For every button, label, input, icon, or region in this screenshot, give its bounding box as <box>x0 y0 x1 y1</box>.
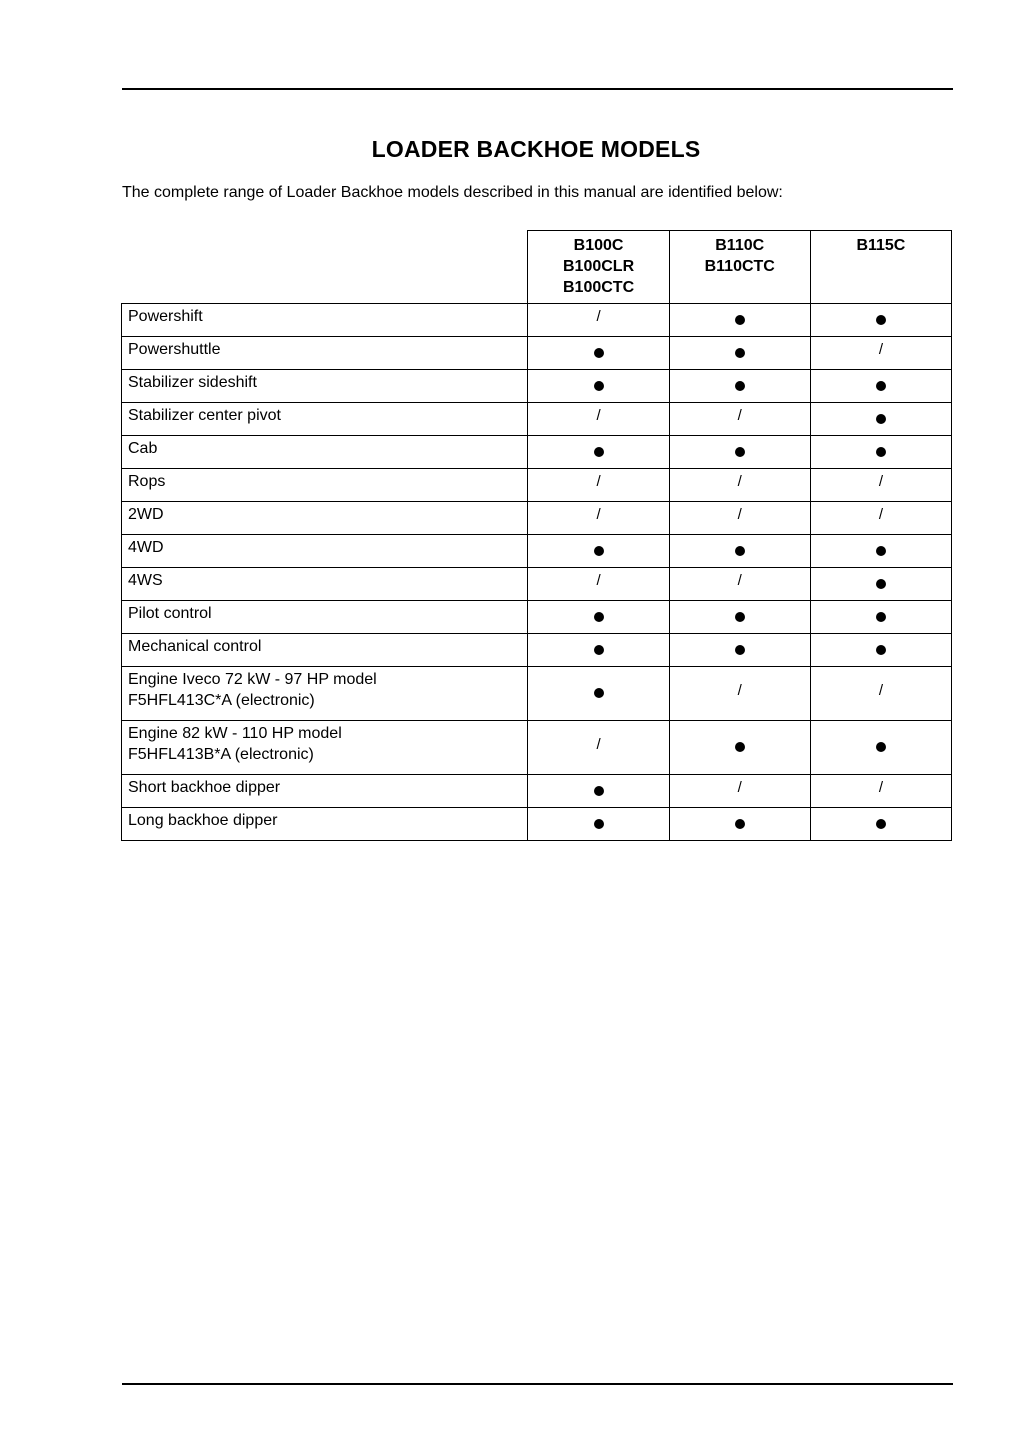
not-available-mark: / <box>596 473 601 490</box>
feature-cell <box>122 721 528 775</box>
availability-cell <box>528 634 669 667</box>
feature-label: Pilot control <box>128 605 212 622</box>
bullet-dot-icon <box>735 645 745 655</box>
availability-cell <box>810 337 951 370</box>
availability-cell <box>669 721 810 775</box>
bullet-dot-icon <box>735 447 745 457</box>
bullet-dot-icon <box>876 579 886 589</box>
feature-cell <box>122 808 528 841</box>
bullet-dot-icon <box>594 546 604 556</box>
footer-rule <box>122 1383 953 1385</box>
availability-cell <box>810 721 951 775</box>
feature-label: 2WD <box>128 506 164 523</box>
bullet-dot-icon <box>735 348 745 358</box>
availability-cell <box>669 370 810 403</box>
bullet-dot-icon <box>735 819 745 829</box>
availability-cell <box>810 601 951 634</box>
not-available-mark: / <box>596 572 601 589</box>
bullet-dot-icon <box>594 447 604 457</box>
bullet-dot-icon <box>876 645 886 655</box>
feature-cell <box>122 667 528 721</box>
table-row <box>122 721 952 775</box>
model-name: B110CTC <box>704 258 775 275</box>
availability-cell <box>810 535 951 568</box>
availability-cell <box>669 403 810 436</box>
not-available-mark: / <box>737 407 742 424</box>
feature-label: Long backhoe dipper <box>128 812 278 829</box>
feature-cell <box>122 469 528 502</box>
feature-label: Mechanical control <box>128 638 262 655</box>
not-available-mark: / <box>596 735 601 753</box>
not-available-mark: / <box>878 473 883 490</box>
table-row <box>122 304 952 337</box>
feature-label: Powershuttle <box>128 341 221 358</box>
not-available-mark: / <box>737 779 742 796</box>
feature-cell <box>122 502 528 535</box>
availability-cell <box>528 775 669 808</box>
availability-cell <box>528 403 669 436</box>
feature-cell <box>122 634 528 667</box>
model-header <box>528 231 669 304</box>
bullet-dot-icon <box>876 612 886 622</box>
bullet-dot-icon <box>876 742 886 752</box>
availability-cell <box>669 502 810 535</box>
availability-cell <box>528 370 669 403</box>
table-row <box>122 469 952 502</box>
not-available-mark: / <box>596 506 601 523</box>
feature-cell <box>122 775 528 808</box>
availability-cell <box>810 775 951 808</box>
availability-cell <box>528 568 669 601</box>
not-available-mark: / <box>878 779 883 796</box>
availability-cell <box>669 568 810 601</box>
feature-label: Stabilizer sideshift <box>128 374 257 391</box>
feature-label: F5HFL413B*A (electronic) <box>128 746 314 763</box>
bullet-dot-icon <box>876 546 886 556</box>
model-name: B110C <box>715 237 765 254</box>
model-name: B100C <box>573 237 624 254</box>
header-blank-cell <box>122 231 528 304</box>
feature-cell <box>122 601 528 634</box>
bullet-dot-icon <box>594 612 604 622</box>
availability-cell <box>810 808 951 841</box>
table-row <box>122 436 952 469</box>
availability-cell <box>669 535 810 568</box>
bullet-dot-icon <box>594 645 604 655</box>
not-available-mark: / <box>737 681 742 699</box>
not-available-mark: / <box>737 572 742 589</box>
feature-label: Cab <box>128 440 158 457</box>
availability-cell <box>528 667 669 721</box>
table-row <box>122 535 952 568</box>
availability-cell <box>528 469 669 502</box>
availability-cell <box>669 436 810 469</box>
not-available-mark: / <box>878 681 883 699</box>
table-row <box>122 568 952 601</box>
availability-cell <box>669 337 810 370</box>
header-rule <box>122 88 953 90</box>
bullet-dot-icon <box>594 819 604 829</box>
availability-cell <box>810 403 951 436</box>
table-row <box>122 403 952 436</box>
model-name: B100CLR <box>562 258 635 275</box>
feature-label: Stabilizer center pivot <box>128 407 281 424</box>
table-row <box>122 601 952 634</box>
feature-cell <box>122 304 528 337</box>
availability-cell <box>669 775 810 808</box>
availability-cell <box>810 469 951 502</box>
intro-text: The complete range of Loader Backhoe models described in this manual are identified below: <box>122 184 783 201</box>
table-row <box>122 808 952 841</box>
availability-cell <box>669 634 810 667</box>
availability-cell <box>528 304 669 337</box>
bullet-dot-icon <box>876 819 886 829</box>
availability-cell <box>528 436 669 469</box>
availability-cell <box>669 667 810 721</box>
not-available-mark: / <box>878 506 883 523</box>
table-row <box>122 370 952 403</box>
page-title: LOADER BACKHOE MODELS <box>371 136 701 162</box>
feature-label: Powershift <box>128 308 203 325</box>
feature-cell <box>122 535 528 568</box>
bullet-dot-icon <box>735 546 745 556</box>
table-body <box>122 304 952 841</box>
availability-cell <box>810 667 951 721</box>
feature-cell <box>122 337 528 370</box>
not-available-mark: / <box>737 473 742 490</box>
availability-cell <box>669 808 810 841</box>
table-row <box>122 775 952 808</box>
model-name: B115C <box>856 237 906 254</box>
feature-label: 4WD <box>128 539 164 556</box>
bullet-dot-icon <box>876 381 886 391</box>
bullet-dot-icon <box>594 688 604 698</box>
feature-cell <box>122 436 528 469</box>
not-available-mark: / <box>596 308 601 325</box>
feature-label: Short backhoe dipper <box>128 779 281 796</box>
availability-cell <box>810 568 951 601</box>
availability-cell <box>669 469 810 502</box>
availability-cell <box>528 721 669 775</box>
table-row <box>122 502 952 535</box>
availability-cell <box>669 304 810 337</box>
bullet-dot-icon <box>594 348 604 358</box>
feature-label: F5HFL413C*A (electronic) <box>128 692 315 709</box>
table-row <box>122 667 952 721</box>
availability-cell <box>810 304 951 337</box>
not-available-mark: / <box>596 407 601 424</box>
availability-cell <box>669 601 810 634</box>
bullet-dot-icon <box>735 612 745 622</box>
bullet-dot-icon <box>735 742 745 752</box>
table-row <box>122 337 952 370</box>
bullet-dot-icon <box>876 315 886 325</box>
feature-cell <box>122 568 528 601</box>
bullet-dot-icon <box>594 786 604 796</box>
availability-cell <box>810 370 951 403</box>
model-name: B100CTC <box>562 279 635 296</box>
feature-cell <box>122 370 528 403</box>
availability-cell <box>810 436 951 469</box>
model-header <box>669 231 810 304</box>
header-row <box>122 231 952 304</box>
bullet-dot-icon <box>594 381 604 391</box>
bullet-dot-icon <box>735 381 745 391</box>
feature-label: 4WS <box>128 572 163 589</box>
availability-cell <box>528 535 669 568</box>
feature-label: Engine 82 kW - 110 HP model <box>128 725 342 742</box>
availability-cell <box>528 808 669 841</box>
availability-cell <box>528 502 669 535</box>
model-header <box>810 231 951 304</box>
availability-cell <box>810 634 951 667</box>
not-available-mark: / <box>878 341 883 358</box>
availability-cell <box>810 502 951 535</box>
feature-label: Rops <box>128 473 166 490</box>
not-available-mark: / <box>737 506 742 523</box>
table-row <box>122 634 952 667</box>
availability-cell <box>528 601 669 634</box>
feature-cell <box>122 403 528 436</box>
bullet-dot-icon <box>876 414 886 424</box>
feature-label: Engine Iveco 72 kW - 97 HP model <box>128 671 377 688</box>
bullet-dot-icon <box>876 447 886 457</box>
bullet-dot-icon <box>735 315 745 325</box>
availability-cell <box>528 337 669 370</box>
models-table <box>121 230 952 841</box>
